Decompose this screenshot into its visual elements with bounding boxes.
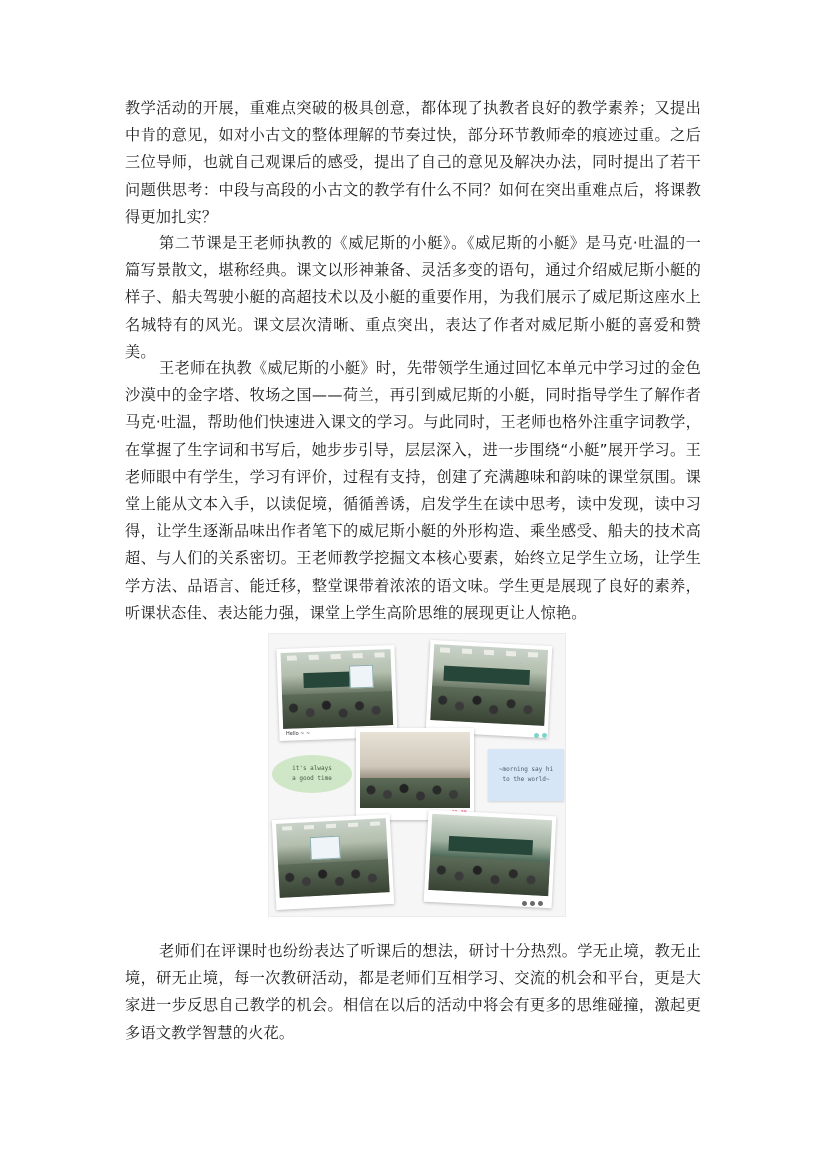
classroom-photo-3 — [356, 728, 474, 820]
classroom-photo-2 — [426, 640, 553, 738]
paragraph-1: 教学活动的开展，重难点突破的极具创意，都体现了执教者良好的教学素养；又提出中肯的意见，如对小古文的整体理解的节奏过快，部分环节教师牵的痕迹过重。之后三位导师，也就自己观课后的感受，提出了自己的意见及解决办法，同时提出了若干问题供思考：中段与高段的小古文的教学有什么不同？如何在突出重难点后，将课教得更加扎实？ — [125, 99, 701, 226]
paragraph-3: 王老师在执教《威尼斯的小艇》时，先带领学生通过回忆本单元中学习过的金色沙漠中的金字塔、牧场之国——荷兰，再引到威尼斯的小艇，同时指导学生了解作者马克·吐温，帮助他们快速进入课文的学习。与此同时，王老师也格外注重字词教学，在掌握了生字词和书写后，她步步引导，层层深入，进一步围绕“小艇”展开学习。王老师眼中有学生，学习有评价，过程有支持，创建了充满趣味和韵味的课堂氛围。课堂上能从文本入手，以读促境，循循善诱，启发学生在读中思考，读中发现，读中习得，让学生逐渐品味出作者笔下的威尼斯小艇的外形构造、乘坐感受、船夫的技术高超、与人们的关系密切。王老师教学挖掘文本核心要素，始终立足学生立场，让学生学方法、品语言、能迁移，整堂课带着浓浓的语文味。学生更是展现了良好的素养，听课状态佳、表达能力强，课堂上学生高阶思维的展现更让人惊艳。 — [125, 359, 701, 622]
photo-tag: Hello ~ ~ — [286, 731, 311, 737]
paragraph-2: 第二节课是王老师执教的《威尼斯的小艇》。《威尼斯的小艇》是马克·吐温的一篇写景散文，堪称经典。课文以形神兼备、灵活多变的语句，通过介绍威尼斯小艇的样子、船夫驾驶小艇的高超技术以及小艇的重要作用，为我们展示了威尼斯这座水上名城特有的风光。课文层次清晰、重点突出，表达了作者对威尼斯小艇的喜爱和赞美。 — [125, 234, 701, 361]
decor-dots-bottom — [522, 901, 543, 906]
classroom-photo-1 — [276, 645, 397, 741]
classroom-photo-4 — [272, 814, 395, 910]
quote-card-right: ~morning say hi to the world~ — [488, 749, 564, 801]
classroom-photo-5 — [424, 810, 557, 909]
paragraph-4: 老师们在评课时也纷纷表达了听课后的想法，研讨十分热烈。学无止境，教无止境，研无止境，每一次教研活动，都是老师们互相学习、交流的机会和平台，更是大家进一步反思自己教学的机会。相信在以后的活动中将会有更多的思维碰撞，激起更多语文教学智慧的火花。 — [125, 942, 701, 1042]
photo-collage — [268, 633, 564, 915]
quote-bubble-left: it's always a good time — [272, 755, 352, 793]
decor-dots-top — [534, 733, 547, 738]
